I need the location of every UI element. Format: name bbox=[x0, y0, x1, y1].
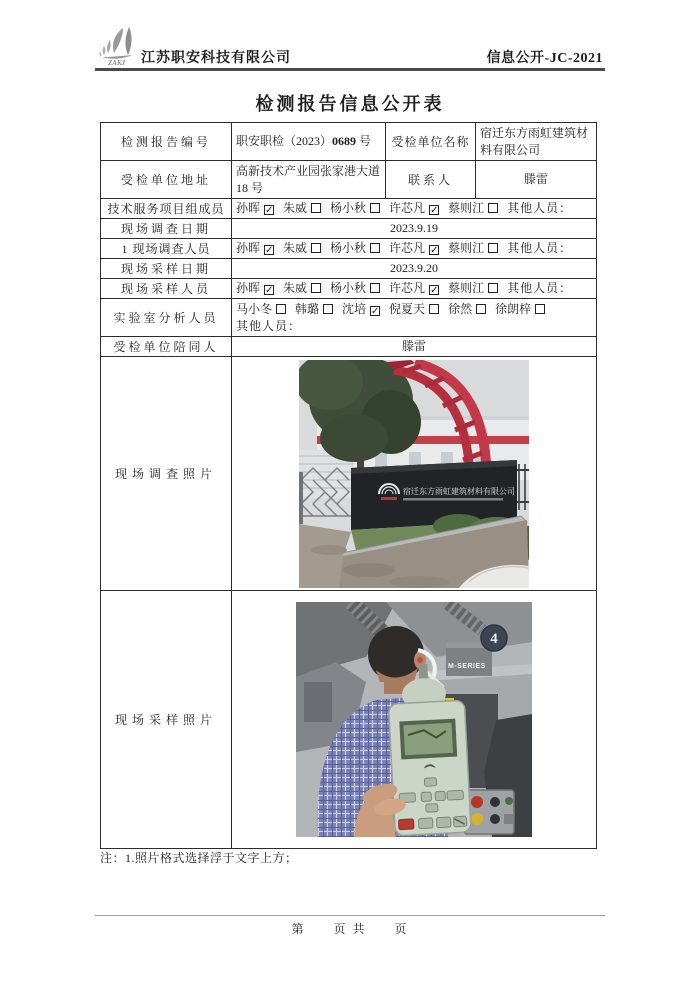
machine-series-label: M-SERIES bbox=[448, 663, 486, 670]
person-option bbox=[236, 281, 274, 295]
report-no-number: 0689 bbox=[332, 134, 357, 148]
person-name: 许芯凡 bbox=[389, 201, 426, 215]
sample-people-label: 现场采样人员 bbox=[101, 279, 232, 299]
checkbox-checked[interactable]: ✓ bbox=[265, 205, 274, 216]
unit-addr-value: 高新技术产业园张家港大道18 号 bbox=[232, 161, 386, 199]
person-option bbox=[283, 201, 321, 215]
person-option bbox=[389, 302, 439, 316]
person-option bbox=[236, 302, 286, 316]
person-option bbox=[448, 302, 486, 316]
sample-people bbox=[232, 279, 597, 299]
page-header bbox=[95, 26, 605, 66]
sample-photo-cell bbox=[232, 591, 597, 849]
table-row bbox=[101, 279, 597, 299]
contact-value: 滕雷 bbox=[476, 161, 597, 199]
person-name: 杨小秋 bbox=[330, 241, 367, 255]
person-name: 杨小秋 bbox=[330, 281, 367, 295]
survey-date-value: 2023.9.19 bbox=[232, 219, 597, 239]
person-name: 沈培 bbox=[342, 301, 367, 316]
person-name: 徐然 bbox=[448, 301, 473, 316]
report-table bbox=[100, 122, 597, 849]
control-box bbox=[464, 790, 514, 834]
table-row bbox=[101, 337, 597, 357]
checkbox-checked[interactable]: ✓ bbox=[430, 285, 439, 296]
checkbox-unchecked[interactable] bbox=[323, 304, 333, 314]
checkbox-checked[interactable]: ✓ bbox=[265, 245, 274, 256]
person-option bbox=[495, 302, 545, 316]
person-name: 孙晖 bbox=[236, 281, 261, 295]
unit-addr-label: 受检单位地址 bbox=[101, 161, 232, 199]
person-option bbox=[389, 281, 439, 295]
checkbox-unchecked[interactable] bbox=[370, 243, 380, 253]
person-option bbox=[283, 241, 321, 255]
person-option bbox=[389, 201, 439, 215]
sample-date-label: 现场采样日期 bbox=[101, 259, 232, 279]
meter-red-button bbox=[398, 819, 414, 830]
checkbox-unchecked[interactable] bbox=[429, 304, 439, 314]
checkbox-unchecked[interactable] bbox=[488, 243, 498, 253]
table-row bbox=[101, 239, 597, 259]
footnote: 注：1.照片格式选择浮于文字上方； bbox=[100, 851, 298, 865]
person-name: 许芯凡 bbox=[389, 281, 426, 295]
person-name: 蔡则江 bbox=[448, 201, 485, 215]
sample-photo-label: 现场采样照片 bbox=[101, 591, 232, 849]
person-name: 朱威 bbox=[283, 201, 308, 215]
lab-people-label: 实验室分析人员 bbox=[101, 299, 232, 337]
report-no-suffix: 号 bbox=[356, 134, 372, 148]
checkbox-unchecked[interactable] bbox=[311, 243, 321, 253]
table-row bbox=[101, 259, 597, 279]
checkbox-unchecked[interactable] bbox=[535, 304, 545, 314]
survey-people-label: 1 现场调查人员 bbox=[101, 239, 232, 259]
person-option bbox=[330, 281, 380, 295]
company-logo bbox=[98, 26, 142, 66]
checkbox-checked[interactable]: ✓ bbox=[265, 285, 274, 296]
person-option bbox=[389, 241, 439, 255]
survey-photo bbox=[299, 360, 529, 588]
company-logo-icon bbox=[98, 26, 142, 66]
table-row bbox=[101, 357, 597, 591]
survey-date-label: 现场调查日期 bbox=[101, 219, 232, 239]
table-row bbox=[101, 591, 597, 849]
lab-people bbox=[232, 299, 597, 337]
person-name: 蔡则江 bbox=[448, 241, 485, 255]
person-name: 孙晖 bbox=[236, 201, 261, 215]
sign-logo-subtext bbox=[381, 497, 397, 500]
person-name: 倪夏天 bbox=[389, 301, 426, 316]
lab-people-line bbox=[236, 301, 592, 318]
sign-english-line bbox=[403, 498, 503, 501]
sample-photo bbox=[296, 602, 532, 837]
sign-company-text: 宿迁东方雨虹建筑材料有限公司 bbox=[403, 486, 515, 496]
table-row bbox=[101, 199, 597, 219]
logo-text: ZAKJ bbox=[108, 59, 126, 66]
person-option bbox=[283, 281, 321, 295]
report-no-value bbox=[232, 123, 386, 161]
machine-number-badge bbox=[481, 625, 507, 651]
person-option bbox=[330, 241, 380, 255]
sample-date-value: 2023.9.20 bbox=[232, 259, 597, 279]
table-row bbox=[101, 219, 597, 239]
survey-photo-cell bbox=[232, 357, 597, 591]
person-option bbox=[295, 302, 333, 316]
checkbox-unchecked[interactable] bbox=[488, 203, 498, 213]
checkbox-unchecked[interactable] bbox=[370, 203, 380, 213]
table-row bbox=[101, 161, 597, 199]
person-name: 朱威 bbox=[283, 281, 308, 295]
unit-name-label: 受检单位名称 bbox=[386, 123, 476, 161]
doc-code: 信息公开-JC-2021 bbox=[486, 51, 603, 66]
person-name: 杨小秋 bbox=[330, 201, 367, 215]
header-divider bbox=[95, 68, 605, 71]
person-name: 韩璐 bbox=[295, 301, 320, 316]
checkbox-checked[interactable]: ✓ bbox=[371, 305, 380, 317]
person-name: 许芯凡 bbox=[389, 241, 426, 255]
team-label: 技术服务项目组成员 bbox=[101, 199, 232, 219]
checkbox-checked[interactable]: ✓ bbox=[430, 205, 439, 216]
checkbox-checked[interactable]: ✓ bbox=[430, 245, 439, 256]
checkbox-unchecked[interactable] bbox=[311, 203, 321, 213]
person-name: 孙晖 bbox=[236, 241, 261, 255]
survey-people bbox=[232, 239, 597, 259]
checkbox-unchecked[interactable] bbox=[476, 304, 486, 314]
page-title: 检测报告信息公开表 bbox=[255, 94, 445, 114]
other-people-label: 其他人员： bbox=[507, 201, 573, 215]
escort-value: 滕雷 bbox=[232, 337, 597, 357]
person-option bbox=[448, 281, 498, 295]
table-row bbox=[101, 123, 597, 161]
survey-photo-label: 现场调查照片 bbox=[101, 357, 232, 591]
report-no-label: 检测报告编号 bbox=[101, 123, 232, 161]
person-option bbox=[236, 241, 274, 255]
checkbox-unchecked[interactable] bbox=[370, 283, 380, 293]
escort-label: 受检单位陪同人 bbox=[101, 337, 232, 357]
person-name: 蔡则江 bbox=[448, 281, 485, 295]
company-name: 江苏职安科技有限公司 bbox=[141, 51, 291, 66]
person-option bbox=[448, 241, 498, 255]
table-row bbox=[101, 299, 597, 337]
person-name: 徐朗梓 bbox=[495, 301, 532, 316]
ear-plug bbox=[417, 657, 423, 663]
team-people bbox=[232, 199, 597, 219]
checkbox-unchecked[interactable] bbox=[276, 304, 286, 314]
person-name: 朱威 bbox=[283, 241, 308, 255]
contact-label: 联系人 bbox=[386, 161, 476, 199]
checkbox-unchecked[interactable] bbox=[311, 283, 321, 293]
report-no-prefix: 职安职检（2023） bbox=[236, 134, 333, 148]
footer-divider bbox=[95, 915, 605, 916]
person-option bbox=[330, 201, 380, 215]
person-option bbox=[448, 201, 498, 215]
machine-number: 4 bbox=[490, 631, 498, 647]
checkbox-unchecked[interactable] bbox=[488, 283, 498, 293]
person-option bbox=[342, 302, 380, 316]
other-people-label: 其他人员： bbox=[236, 318, 302, 333]
other-people-label: 其他人员： bbox=[507, 241, 573, 255]
other-people-label: 其他人员： bbox=[507, 281, 573, 295]
page-number-text: 第 页 共 页 bbox=[291, 922, 409, 936]
person-option bbox=[236, 201, 274, 215]
person-name: 马小冬 bbox=[236, 301, 273, 316]
unit-name-value: 宿迁东方雨虹建筑材料有限公司 bbox=[476, 123, 597, 161]
